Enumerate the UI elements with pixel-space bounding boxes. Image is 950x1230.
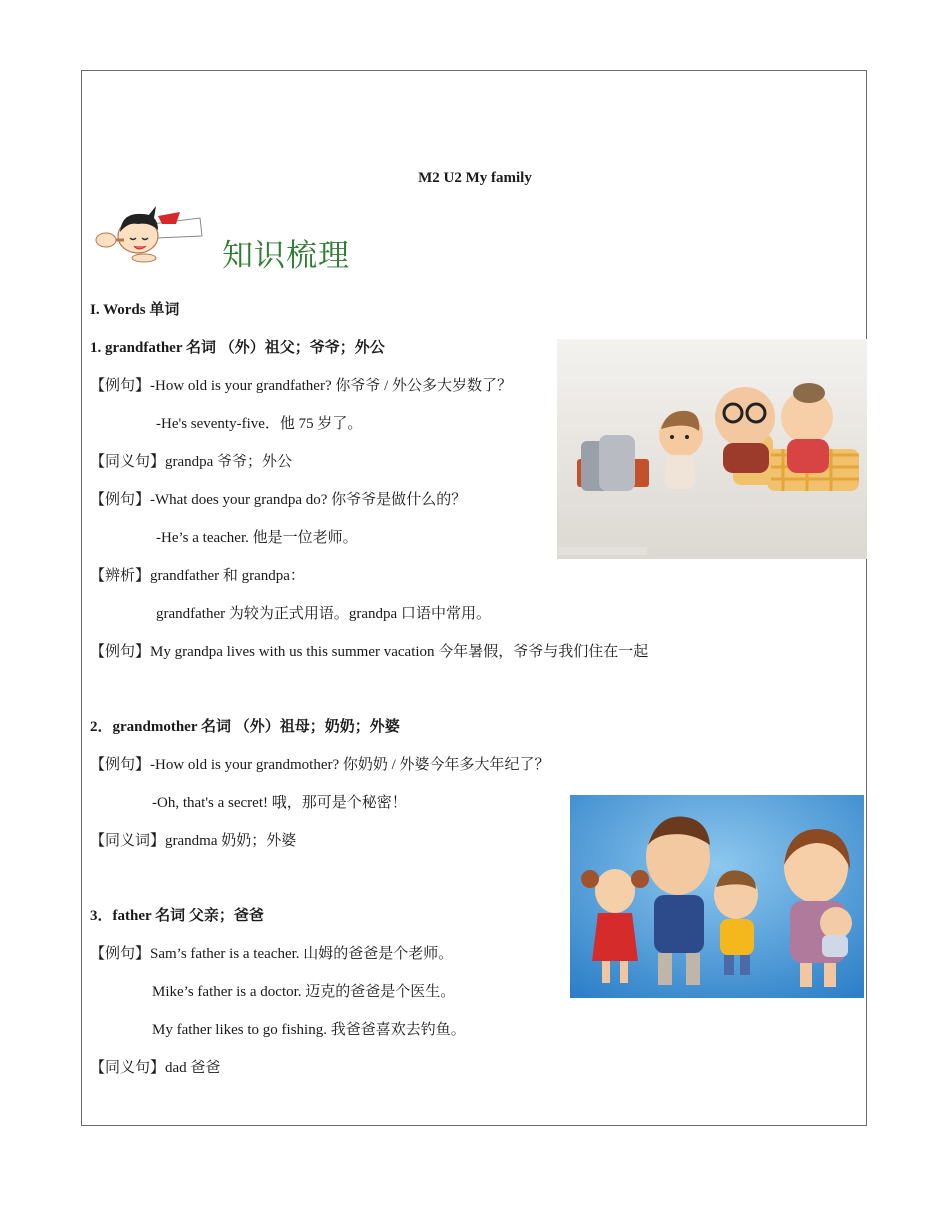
page-title: M2 U2 My family	[418, 170, 532, 186]
example-line: Mike’s father is a doctor. 迈克的爸爸是个医生。	[152, 984, 456, 1000]
clay-grandparents-tv-image	[557, 339, 867, 559]
section-banner: 知识梳理	[222, 238, 350, 274]
synonym-line: 【同义词】grandma 奶奶；外婆	[90, 833, 297, 849]
entry-heading: 1. grandfather 名词 （外）祖父；爷爷；外公	[90, 340, 385, 356]
example-line: 【例句】-How old is your grandfather? 你爷爷 / 外公多大岁数了？	[90, 378, 513, 394]
flying-kid-mascot-icon	[92, 202, 204, 264]
entry-heading: 3．father 名词 父亲；爸爸	[90, 908, 264, 924]
example-line: -He's seventy-five．他 75 岁了。	[156, 416, 363, 432]
analysis-line: 【辨析】grandfather 和 grandpa：	[90, 568, 305, 584]
analysis-line: grandfather 为较为正式用语。grandpa 口语中常用。	[156, 606, 491, 622]
words-heading: I. Words 单词	[90, 302, 180, 318]
example-line: 【例句】-How old is your grandmother? 你奶奶 / 外婆今年多大年纪了？	[90, 757, 550, 773]
example-line: 【例句】-What does your grandpa do? 你爷爷是做什么的？	[90, 492, 467, 508]
example-line: -Oh, that's a secret! 哦，那可是个秘密！	[152, 795, 407, 811]
example-line: My father likes to go fishing. 我爸爸喜欢去钓鱼。	[152, 1022, 466, 1038]
synonym-line: 【同义句】grandpa 爷爷；外公	[90, 454, 293, 470]
example-line: -He’s a teacher. 他是一位老师。	[156, 530, 358, 546]
synonym-line: 【同义句】dad 爸爸	[90, 1060, 221, 1076]
entry-heading: 2．grandmother 名词 （外）祖母；奶奶；外婆	[90, 719, 400, 735]
example-line: 【例句】Sam’s father is a teacher. 山姆的爸爸是个老师。	[90, 946, 454, 962]
example-line: 【例句】My grandpa lives with us this summer vacation 今年暑假，爷爷与我们住在一起	[90, 644, 649, 660]
clay-family-image	[570, 795, 864, 998]
